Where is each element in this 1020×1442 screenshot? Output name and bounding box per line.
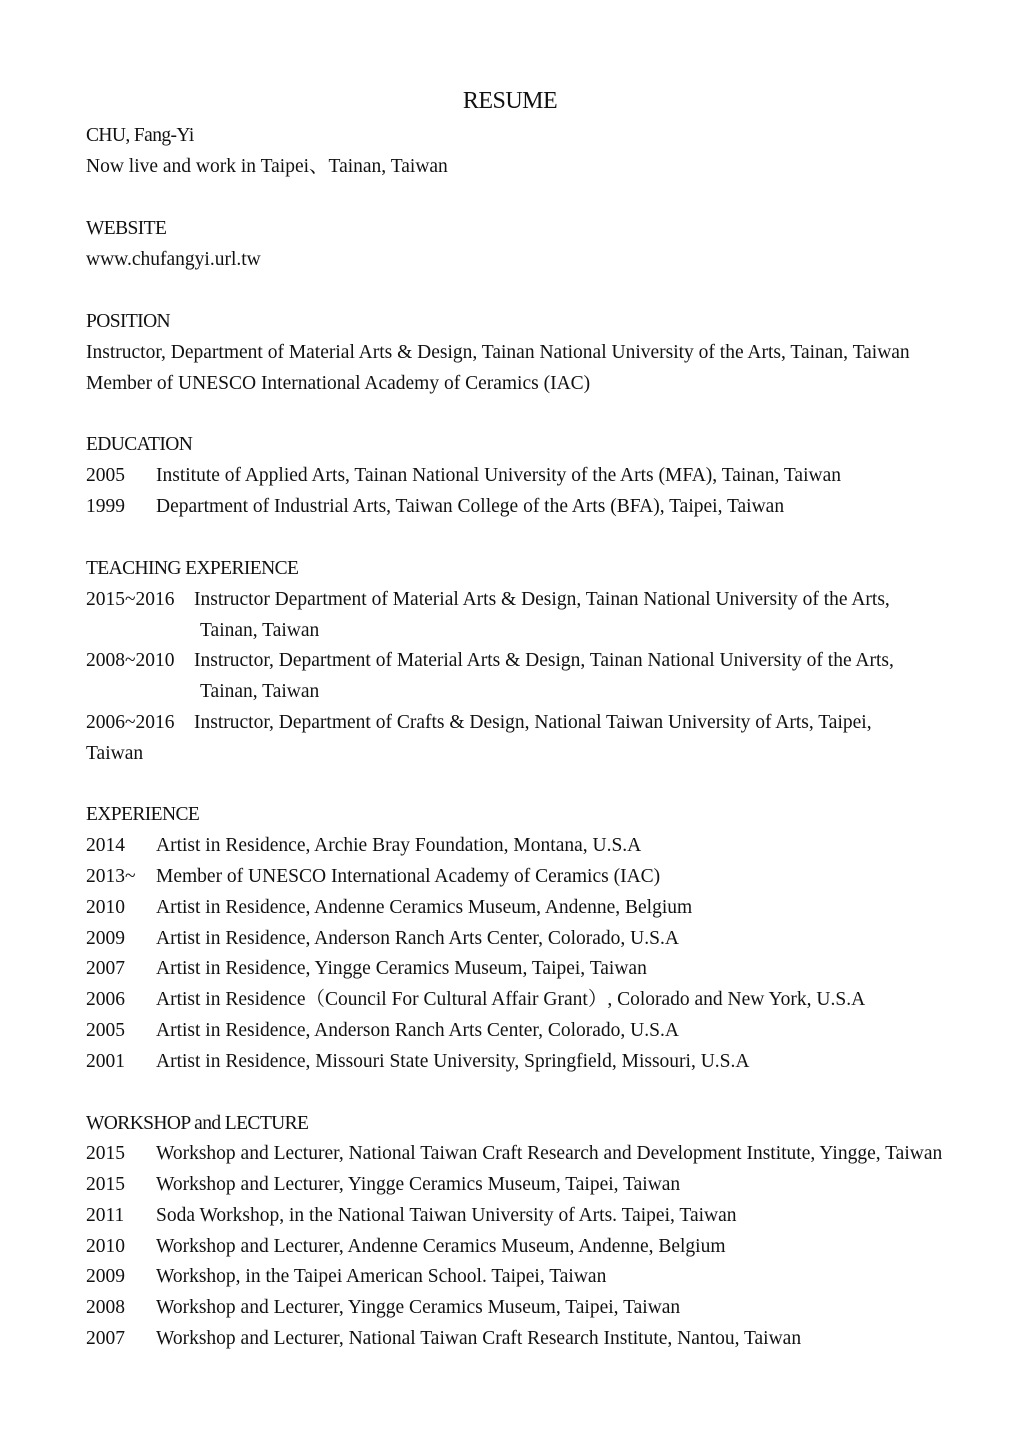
entry-text: Workshop and Lecturer, Yingge Ceramics Museum, Taipei, Taiwan bbox=[156, 1297, 681, 1318]
page-title: RESUME bbox=[462, 88, 558, 114]
entry-text: Workshop, in the Taipei American School. Taipei, Taiwan bbox=[156, 1266, 607, 1287]
entry-text: Soda Workshop, in the National Taiwan University of Arts. Taipei, Taiwan bbox=[156, 1205, 737, 1226]
entry-text: Instructor, Department of Crafts & Design, National Taiwan University of Arts, Taipei, bbox=[194, 712, 872, 733]
entry-year: 2015~2016 bbox=[86, 589, 175, 610]
entry-text: Institute of Applied Arts, Tainan National University of the Arts (MFA), Tainan, Taiwan bbox=[156, 465, 841, 486]
education-heading: EDUCATION bbox=[86, 434, 193, 455]
entry-text: Member of UNESCO International Academy of Ceramics (IAC) bbox=[156, 866, 661, 887]
entry-year: 2015 bbox=[86, 1174, 125, 1195]
entry-year: 2015 bbox=[86, 1143, 125, 1164]
entry-text: Instructor Department of Material Arts & Design, Tainan National University of the Arts, bbox=[194, 589, 890, 610]
entry-year: 2007 bbox=[86, 958, 125, 979]
entry-text: Workshop and Lecturer, Yingge Ceramics Museum, Taipei, Taiwan bbox=[156, 1174, 681, 1195]
entry-continuation: Taiwan bbox=[86, 743, 144, 764]
entry-text: Artist in Residence, Missouri State University, Springfield, Missouri, U.S.A bbox=[156, 1051, 750, 1072]
entry-continuation: Tainan, Taiwan bbox=[200, 681, 320, 702]
entry-year: 2007 bbox=[86, 1328, 125, 1349]
entry-year: 2006~2016 bbox=[86, 712, 175, 733]
entry-continuation: Tainan, Taiwan bbox=[200, 620, 320, 641]
entry-year: 2011 bbox=[86, 1205, 125, 1226]
entry-year: 2010 bbox=[86, 897, 125, 918]
entry-text: Artist in Residence, Andenne Ceramics Museum, Andenne, Belgium bbox=[156, 897, 693, 918]
entry-year: 2010 bbox=[86, 1236, 125, 1257]
website-url: www.chufangyi.url.tw bbox=[86, 249, 261, 270]
entry-text: Artist in Residence, Anderson Ranch Arts Center, Colorado, U.S.A bbox=[156, 1020, 679, 1041]
entry-year: 1999 bbox=[86, 496, 125, 517]
entry-text: Workshop and Lecturer, National Taiwan Craft Research Institute, Nantou, Taiwan bbox=[156, 1328, 802, 1349]
entry-text: Artist in Residence, Anderson Ranch Arts Center, Colorado, U.S.A bbox=[156, 928, 679, 949]
entry-year: 2001 bbox=[86, 1051, 125, 1072]
entry-year: 2008~2010 bbox=[86, 650, 175, 671]
entry-year: 2013~ bbox=[86, 866, 136, 887]
entry-year: 2014 bbox=[86, 835, 125, 856]
position-line: Member of UNESCO International Academy of Ceramics (IAC) bbox=[86, 373, 591, 394]
entry-year: 2009 bbox=[86, 1266, 125, 1287]
website-heading: WEBSITE bbox=[86, 218, 167, 239]
entry-text: Workshop and Lecturer, National Taiwan Craft Research and Development Institute, Yingge, Taiwan bbox=[156, 1143, 943, 1164]
entry-year: 2006 bbox=[86, 989, 125, 1010]
entry-year: 2008 bbox=[86, 1297, 125, 1318]
artist-name: CHU, Fang-Yi bbox=[86, 125, 194, 146]
entry-year: 2005 bbox=[86, 465, 125, 486]
location-text: Now live and work in Taipei、Tainan, Taiwan bbox=[86, 156, 448, 177]
entry-year: 2009 bbox=[86, 928, 125, 949]
position-heading: POSITION bbox=[86, 311, 171, 332]
position-line: Instructor, Department of Material Arts & Design, Tainan National University of the Arts, Tainan, Taiwan bbox=[86, 342, 910, 363]
entry-text: Artist in Residence（Council For Cultural Affair Grant）, Colorado and New York, U.S.A bbox=[156, 989, 866, 1010]
workshop-heading: WORKSHOP and LECTURE bbox=[86, 1113, 309, 1134]
entry-text: Instructor, Department of Material Arts & Design, Tainan National University of the Arts, bbox=[194, 650, 894, 671]
teaching-heading: TEACHING EXPERIENCE bbox=[86, 558, 299, 579]
entry-text: Artist in Residence, Archie Bray Foundation, Montana, U.S.A bbox=[156, 835, 642, 856]
entry-text: Workshop and Lecturer, Andenne Ceramics Museum, Andenne, Belgium bbox=[156, 1236, 726, 1257]
entry-text: Department of Industrial Arts, Taiwan College of the Arts (BFA), Taipei, Taiwan bbox=[156, 496, 785, 517]
experience-heading: EXPERIENCE bbox=[86, 804, 200, 825]
entry-year: 2005 bbox=[86, 1020, 125, 1041]
entry-text: Artist in Residence, Yingge Ceramics Museum, Taipei, Taiwan bbox=[156, 958, 647, 979]
